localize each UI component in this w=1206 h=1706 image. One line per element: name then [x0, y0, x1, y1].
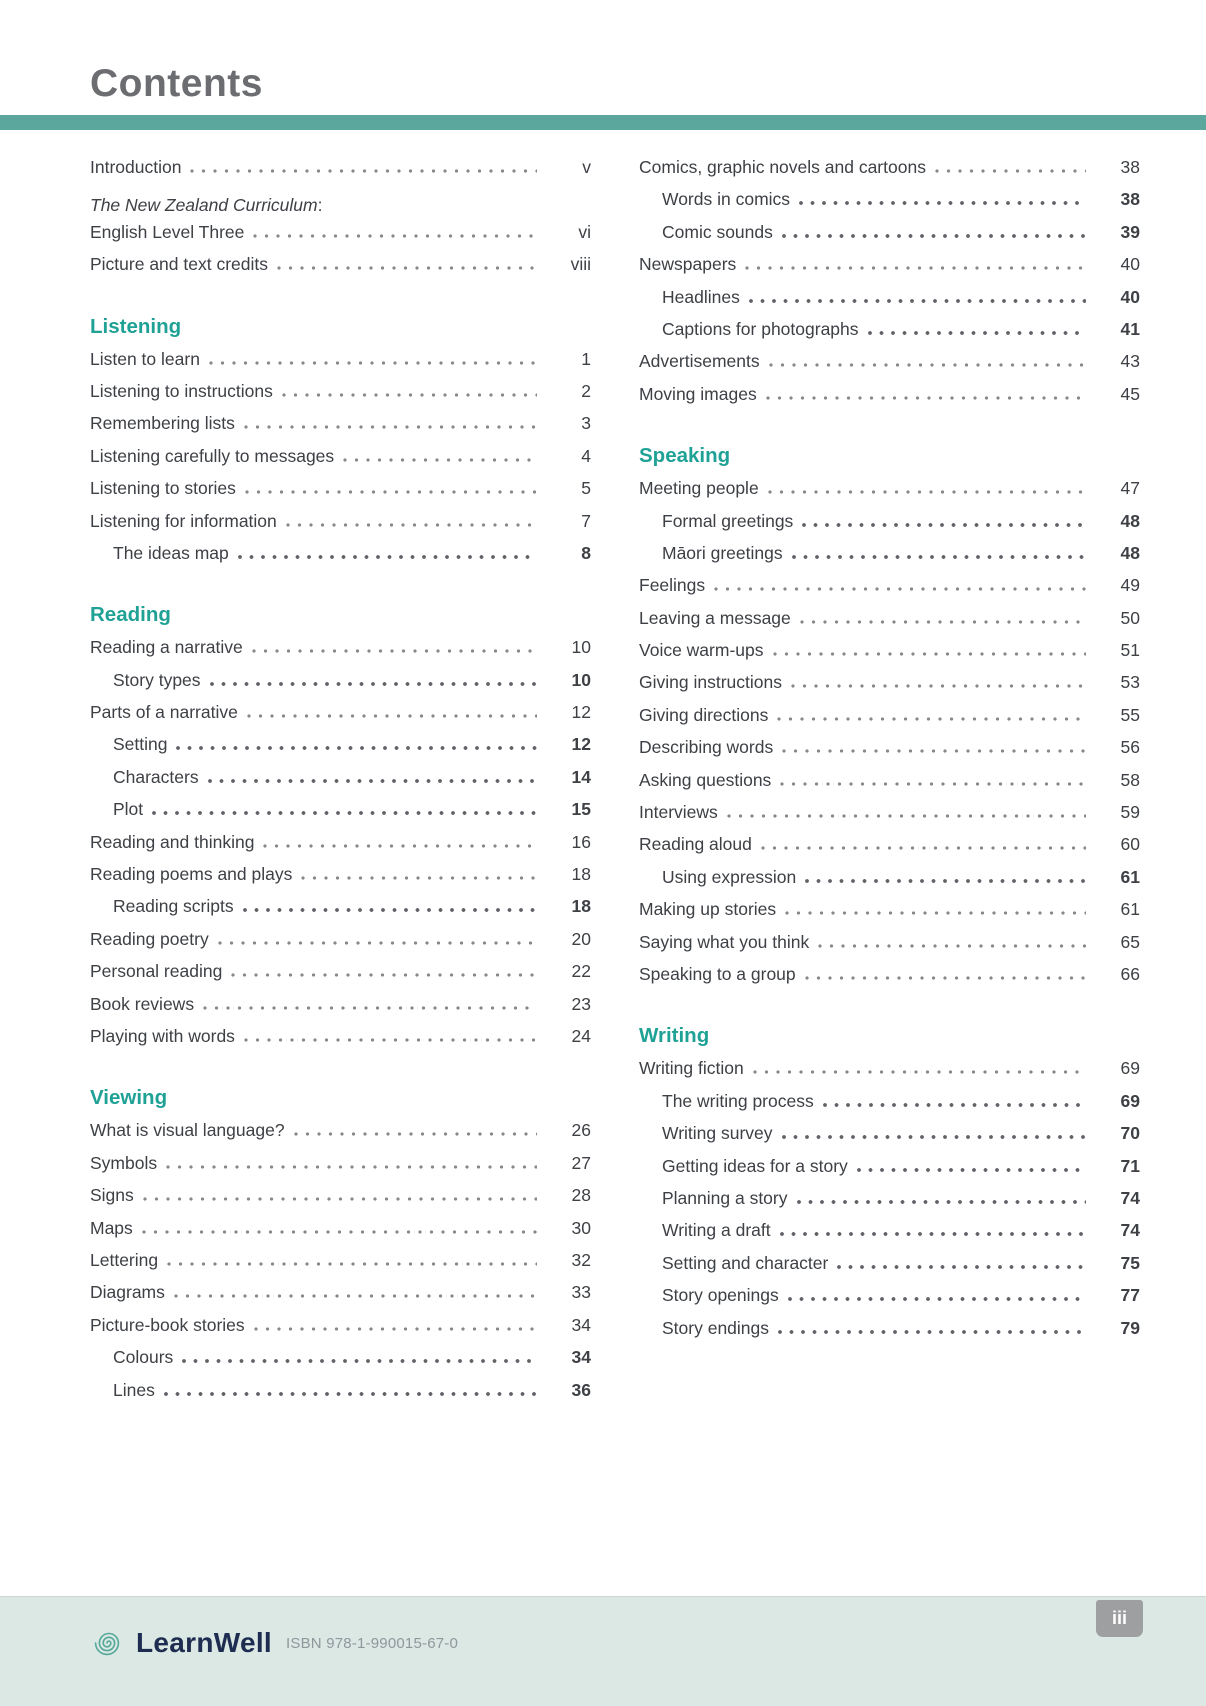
toc-entry	[90, 1026, 591, 1058]
toc-entry	[639, 672, 1140, 704]
toc-entry	[639, 770, 1140, 802]
entry-title: Picture-book stories	[90, 1314, 245, 1335]
dot-leader	[753, 1070, 1086, 1074]
entry-page-number: 3	[581, 413, 591, 434]
dot-leader	[782, 234, 1086, 238]
entry-title: Personal reading	[90, 961, 223, 982]
dot-leader	[277, 266, 537, 270]
toc-entry	[90, 511, 591, 543]
toc-entry	[639, 384, 1140, 416]
entry-page-number: 75	[1120, 1252, 1140, 1273]
entry-title: Story openings	[662, 1285, 779, 1306]
entry-page-number: 5	[581, 478, 591, 499]
entry-title: Giving directions	[639, 704, 769, 725]
dot-leader	[247, 714, 537, 718]
entry-title: Symbols	[90, 1152, 158, 1173]
entry-title: Writing fiction	[639, 1058, 744, 1079]
entry-page-number: 8	[581, 542, 591, 563]
entry-page-number: 48	[1120, 510, 1140, 531]
toc-entry	[90, 864, 591, 896]
entry-title: Words in comics	[662, 189, 791, 210]
toc-entry	[639, 1123, 1140, 1155]
dot-leader	[780, 782, 1086, 786]
entry-title: The writing process	[662, 1090, 814, 1111]
title-accent-bar	[0, 115, 1206, 130]
toc-entry	[639, 1220, 1140, 1252]
dot-leader	[761, 846, 1086, 850]
toc-entry	[639, 1188, 1140, 1220]
dot-leader	[837, 1265, 1086, 1269]
dot-leader	[244, 425, 537, 429]
entry-title: Writing a draft	[662, 1220, 771, 1241]
entry-page-number: 71	[1120, 1155, 1140, 1176]
toc-entry	[90, 157, 591, 189]
entry-page-number: 22	[571, 961, 591, 982]
entry-page-number: 7	[581, 510, 591, 531]
toc-entry	[90, 1218, 591, 1250]
toc-entry	[639, 511, 1140, 543]
entry-page-number: 40	[1120, 254, 1140, 275]
toc-entry	[90, 799, 591, 831]
dot-leader	[935, 169, 1086, 173]
dot-leader	[282, 393, 537, 397]
entry-title: Book reviews	[90, 993, 195, 1014]
entry-page-number: 74	[1120, 1220, 1140, 1241]
footer	[0, 1596, 1206, 1706]
toc-entry	[90, 1153, 591, 1185]
dot-leader	[782, 749, 1086, 753]
entry-title: Playing with words	[90, 1025, 235, 1046]
entry-page-number: 45	[1120, 383, 1140, 404]
dot-leader	[792, 555, 1086, 559]
entry-page-number: vi	[578, 221, 591, 242]
entry-page-number: 49	[1120, 575, 1140, 596]
entry-title: Headlines	[662, 286, 740, 307]
entry-title: Feelings	[639, 575, 706, 596]
dot-leader	[785, 911, 1086, 915]
entry-title: Story endings	[662, 1317, 770, 1338]
toc-entry	[90, 1120, 591, 1152]
entry-title: Setting and character	[662, 1252, 829, 1273]
entry-page-number: 23	[571, 993, 591, 1014]
entry-page-number: 48	[1120, 542, 1140, 563]
dot-leader	[218, 941, 537, 945]
dot-leader	[769, 363, 1086, 367]
toc-entry	[639, 964, 1140, 996]
entry-page-number: 34	[571, 1314, 591, 1335]
entry-title: Reading poems and plays	[90, 864, 293, 885]
toc-entry	[639, 319, 1140, 351]
page-number-badge: iii	[1096, 1600, 1143, 1637]
entry-page-number: 43	[1120, 351, 1140, 372]
entry-page-number: 36	[571, 1379, 591, 1400]
toc-entry-title-line1: The New Zealand Curriculum :	[90, 195, 323, 216]
entry-title: Listening for information	[90, 510, 277, 531]
dot-leader	[190, 169, 537, 173]
entry-page-number: 41	[1120, 318, 1140, 339]
section-heading: Speaking	[639, 444, 731, 468]
dot-leader	[868, 331, 1086, 335]
toc-entry	[639, 1156, 1140, 1188]
dot-leader	[800, 620, 1086, 624]
entry-title: Reading and thinking	[90, 831, 255, 852]
entry-page-number: 58	[1120, 769, 1140, 790]
toc-entry	[639, 899, 1140, 931]
entry-page-number: 66	[1120, 963, 1140, 984]
entry-page-number: 24	[571, 1025, 591, 1046]
toc-column-left	[90, 157, 591, 1412]
section-heading: Viewing	[90, 1086, 168, 1110]
entry-page-number: 51	[1120, 640, 1140, 661]
toc-entry	[639, 254, 1140, 286]
dot-leader	[142, 1230, 537, 1234]
entry-title: Advertisements	[639, 351, 760, 372]
toc-entry	[639, 737, 1140, 769]
entry-page-number: 50	[1120, 607, 1140, 628]
dot-leader	[164, 1392, 537, 1396]
dot-leader	[777, 717, 1086, 721]
toc-entry	[639, 1318, 1140, 1350]
toc-entry	[90, 670, 591, 702]
entry-page-number: 61	[1120, 866, 1140, 887]
entry-title: Reading scripts	[113, 896, 234, 917]
entry-title: Listening to instructions	[90, 380, 273, 401]
entry-page-number: 15	[571, 799, 591, 820]
entry-title: Planning a story	[662, 1187, 788, 1208]
dot-leader	[231, 973, 537, 977]
toc-entry	[90, 734, 591, 766]
toc-entry	[639, 543, 1140, 575]
entry-page-number: 4	[581, 445, 591, 466]
entry-title: Setting	[113, 734, 168, 755]
entry-title: Lettering	[90, 1249, 159, 1270]
dot-leader	[343, 458, 537, 462]
dot-leader	[245, 490, 537, 494]
toc-entry	[90, 929, 591, 961]
toc-entry	[639, 608, 1140, 640]
entry-title: Introduction	[90, 157, 182, 177]
entry-page-number: 1	[581, 348, 591, 369]
toc-entry	[639, 1285, 1140, 1317]
entry-title: Moving images	[639, 383, 757, 404]
toc-entry	[639, 802, 1140, 834]
entry-title: Signs	[90, 1185, 134, 1206]
toc-entry	[90, 994, 591, 1026]
dot-leader	[203, 1006, 537, 1010]
entry-title: Giving instructions	[639, 672, 782, 693]
dot-leader	[243, 908, 537, 912]
toc-entry	[90, 413, 591, 445]
entry-page-number: 47	[1120, 478, 1140, 499]
entry-page-number: 59	[1120, 802, 1140, 823]
toc-entry	[639, 867, 1140, 899]
dot-leader	[254, 1327, 537, 1331]
entry-title: English Level Three	[90, 221, 245, 242]
entry-title: Plot	[113, 799, 144, 820]
entry-page-number: 69	[1120, 1090, 1140, 1111]
entry-page-number: 77	[1120, 1285, 1140, 1306]
toc-entry	[639, 1091, 1140, 1123]
entry-title: Remembering lists	[90, 413, 235, 434]
entry-page-number: 33	[571, 1282, 591, 1303]
entry-title: Newspapers	[639, 254, 737, 275]
entry-title: Speaking to a group	[639, 963, 796, 984]
dot-leader	[166, 1165, 537, 1169]
dot-leader	[174, 1294, 537, 1298]
toc-entry	[90, 1185, 591, 1217]
dot-leader	[253, 234, 537, 238]
section-heading: Listening	[90, 314, 182, 338]
dot-leader	[745, 266, 1086, 270]
dot-leader	[791, 684, 1086, 688]
dot-leader	[208, 779, 537, 783]
entry-title: Writing survey	[662, 1123, 773, 1144]
toc-entry	[639, 287, 1140, 319]
toc-entry	[90, 222, 591, 254]
dot-leader	[263, 844, 537, 848]
dot-leader	[782, 1135, 1086, 1139]
toc-entry	[639, 478, 1140, 510]
toc-entry	[639, 834, 1140, 866]
dot-leader	[818, 944, 1086, 948]
toc-entry	[639, 575, 1140, 607]
publisher-brand	[88, 1624, 458, 1662]
entry-title: Diagrams	[90, 1282, 165, 1303]
dot-leader	[773, 652, 1087, 656]
isbn-text: ISBN 978-1-990015-67-0	[286, 1634, 459, 1652]
entry-title: Listening carefully to messages	[90, 445, 335, 466]
dot-leader	[210, 682, 537, 686]
entry-page-number: v	[582, 157, 591, 177]
entry-page-number: 60	[1120, 834, 1140, 855]
dot-leader	[252, 649, 537, 653]
entry-page-number: 30	[571, 1217, 591, 1238]
entry-page-number: 38	[1120, 189, 1140, 210]
entry-page-number: 2	[581, 380, 591, 401]
toc-column-right	[639, 157, 1140, 1412]
dot-leader	[152, 811, 537, 815]
toc-entry	[639, 351, 1140, 383]
entry-page-number: 32	[571, 1249, 591, 1270]
entry-title: Comics, graphic novels and cartoons	[639, 157, 926, 177]
entry-title: Formal greetings	[662, 510, 794, 531]
entry-title: Listen to learn	[90, 348, 200, 369]
entry-title: Comic sounds	[662, 221, 773, 242]
entry-title: Lines	[113, 1379, 155, 1400]
toc-entry	[90, 381, 591, 413]
entry-page-number: 65	[1120, 931, 1140, 952]
dot-leader	[805, 976, 1086, 980]
entry-page-number: 70	[1120, 1123, 1140, 1144]
entry-title: Captions for photographs	[662, 318, 859, 339]
entry-page-number: 12	[571, 734, 591, 755]
dot-leader	[797, 1200, 1087, 1204]
entry-title: Reading aloud	[639, 834, 752, 855]
entry-page-number: 20	[571, 928, 591, 949]
toc-entry	[90, 1315, 591, 1347]
entry-page-number: 27	[571, 1152, 591, 1173]
entry-title: Picture and text credits	[90, 254, 268, 275]
entry-page-number: 16	[571, 831, 591, 852]
section-heading: Writing	[639, 1024, 710, 1048]
toc-entry	[639, 1253, 1140, 1285]
dot-leader	[294, 1132, 537, 1136]
entry-title: Story types	[113, 669, 201, 690]
dot-leader	[244, 1038, 537, 1042]
dot-leader	[823, 1103, 1086, 1107]
entry-title: Making up stories	[639, 899, 777, 920]
toc-entry	[639, 189, 1140, 221]
dot-leader	[238, 555, 537, 559]
entry-title: Describing words	[639, 737, 774, 758]
page-title: Contents	[90, 62, 263, 105]
entry-page-number: 79	[1120, 1317, 1140, 1338]
entry-title: Colours	[113, 1347, 174, 1368]
section-heading: Reading	[90, 603, 171, 627]
entry-page-number: 53	[1120, 672, 1140, 693]
dot-leader	[209, 361, 537, 365]
dot-leader	[857, 1168, 1086, 1172]
table-of-contents	[0, 130, 1206, 1412]
dot-leader	[780, 1232, 1086, 1236]
entry-title: Māori greetings	[662, 542, 783, 563]
toc-entry	[90, 543, 591, 575]
brand-name: LearnWell	[136, 1627, 273, 1658]
entry-page-number: 61	[1120, 899, 1140, 920]
toc-entry	[90, 832, 591, 864]
entry-page-number: 28	[571, 1185, 591, 1206]
dot-leader	[727, 814, 1086, 818]
toc-entry	[639, 222, 1140, 254]
entry-title: Getting ideas for a story	[662, 1155, 848, 1176]
entry-title: Listening to stories	[90, 478, 236, 499]
entry-page-number: 10	[571, 669, 591, 690]
entry-title: Voice warm-ups	[639, 640, 764, 661]
toc-entry	[90, 478, 591, 510]
learnwell-spiral-logo-icon	[88, 1624, 126, 1662]
entry-page-number: 38	[1120, 157, 1140, 177]
entry-title: Maps	[90, 1217, 133, 1238]
toc-entry	[639, 932, 1140, 964]
entry-title: Interviews	[639, 802, 718, 823]
toc-entry	[90, 1380, 591, 1412]
toc-entry	[90, 1250, 591, 1282]
dot-leader	[799, 201, 1086, 205]
dot-leader	[176, 746, 537, 750]
toc-entry	[90, 637, 591, 669]
entry-title: Reading poetry	[90, 928, 209, 949]
entry-page-number: 26	[571, 1120, 591, 1141]
entry-page-number: 74	[1120, 1187, 1140, 1208]
entry-page-number: 55	[1120, 704, 1140, 725]
toc-entry	[639, 640, 1140, 672]
toc-entry	[90, 349, 591, 381]
entry-page-number: 56	[1120, 737, 1140, 758]
entry-title: Saying what you think	[639, 931, 810, 952]
dot-leader	[182, 1359, 537, 1363]
dot-leader	[778, 1330, 1086, 1334]
toc-entry	[639, 1058, 1140, 1090]
toc-entry	[639, 705, 1140, 737]
toc-entry	[90, 767, 591, 799]
entry-title: Meeting people	[639, 478, 759, 499]
dot-leader	[802, 523, 1086, 527]
entry-page-number: 39	[1120, 221, 1140, 242]
toc-entry	[90, 896, 591, 928]
entry-page-number: 10	[571, 637, 591, 658]
entry-page-number: 12	[571, 702, 591, 723]
dot-leader	[143, 1197, 537, 1201]
dot-leader	[749, 299, 1086, 303]
entry-title: What is visual language?	[90, 1120, 285, 1141]
page-header	[0, 0, 1206, 130]
entry-page-number: 14	[571, 766, 591, 787]
toc-entry	[90, 1347, 591, 1379]
entry-page-number: 34	[571, 1347, 591, 1368]
entry-title: Parts of a narrative	[90, 702, 238, 723]
entry-title: The ideas map	[113, 542, 229, 563]
entry-page-number: 18	[571, 864, 591, 885]
dot-leader	[714, 587, 1086, 591]
toc-entry	[639, 157, 1140, 189]
toc-entry	[90, 1282, 591, 1314]
dot-leader	[766, 396, 1086, 400]
entry-title: Characters	[113, 766, 199, 787]
toc-entry	[90, 961, 591, 993]
dot-leader	[167, 1262, 537, 1266]
entry-page-number: 40	[1120, 286, 1140, 307]
entry-title: Reading a narrative	[90, 637, 243, 658]
dot-leader	[286, 523, 537, 527]
entry-title: Asking questions	[639, 769, 772, 790]
entry-page-number: 69	[1120, 1058, 1140, 1079]
dot-leader	[768, 490, 1086, 494]
dot-leader	[805, 879, 1086, 883]
toc-entry	[90, 254, 591, 286]
dot-leader	[788, 1297, 1086, 1301]
entry-page-number: 18	[571, 896, 591, 917]
entry-title: Leaving a message	[639, 607, 791, 628]
toc-entry	[90, 702, 591, 734]
toc-entry	[90, 446, 591, 478]
entry-title: Using expression	[662, 866, 797, 887]
dot-leader	[301, 876, 537, 880]
entry-page-number: viii	[570, 254, 591, 275]
